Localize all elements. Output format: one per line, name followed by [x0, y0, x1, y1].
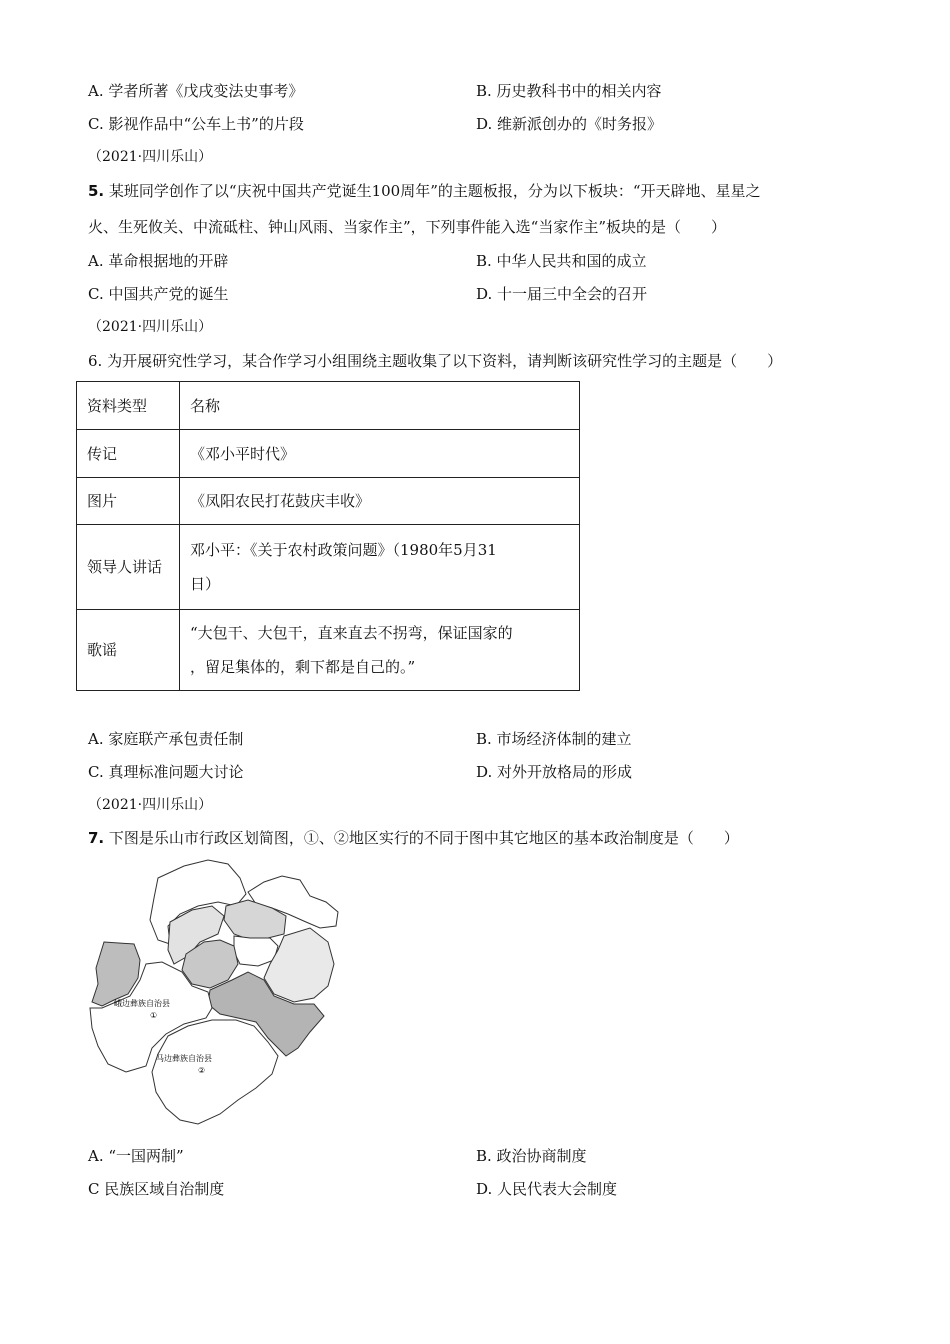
q4-option-a[interactable]: A. 学者所著《戊戌变法史事考》	[88, 82, 304, 100]
q5-option-c[interactable]: C. 中国共产党的诞生	[88, 285, 229, 303]
map-marker-region1: ①	[150, 1011, 158, 1020]
q4-option-b[interactable]: B. 历史教科书中的相关内容	[476, 82, 662, 100]
table-cell-line: ，留足集体的，剩下都是自己的。”	[190, 658, 416, 676]
q6-source: （2021·四川乐山）	[88, 319, 213, 335]
table-row	[77, 525, 580, 610]
table-header-row	[77, 382, 580, 430]
q7-stem-text: 下图是乐山市行政区划简图，①、②地区实行的不同于图中其它地区的基本政治制度是（ ）	[104, 829, 739, 847]
table-row	[77, 610, 580, 691]
q7-stem	[88, 827, 739, 849]
q5-source: （2021·四川乐山）	[88, 149, 213, 165]
q5-stem-line2: 火、生死攸关、中流砥柱、钟山风雨、当家作主”，下列事件能入选“当家作主”板块的是（ ）	[88, 218, 727, 236]
q7-number: 7.	[88, 829, 105, 847]
q6-stem: 6. 为开展研究性学习，某合作学习小组围绕主题收集了以下资料，请判断该研究性学习的主题是（ ）	[88, 352, 783, 370]
table-cell-name: 《凤阳农民打花鼓庆丰收》	[180, 478, 580, 525]
table-cell-type: 传记	[77, 430, 180, 478]
table-cell-type: 图片	[77, 478, 180, 525]
q7-option-c[interactable]: C 民族区域自治制度	[88, 1180, 225, 1198]
q5-number: 5.	[88, 182, 105, 200]
q5-option-a[interactable]: A. 革命根据地的开辟	[88, 252, 229, 270]
table-cell-type: 歌谣	[77, 610, 180, 691]
leshan-admin-map	[88, 856, 346, 1128]
table-cell-type: 领导人讲话	[77, 525, 180, 610]
table-cell-name	[180, 525, 580, 610]
table-row	[77, 430, 580, 478]
q7-source: （2021·四川乐山）	[88, 797, 213, 813]
map-label-region1: 峨边彝族自治县	[114, 999, 170, 1008]
table-header-type: 资料类型	[77, 382, 180, 430]
q6-option-c[interactable]: C. 真理标准问题大讨论	[88, 763, 244, 781]
q5-stem-line1	[88, 180, 761, 202]
map-marker-region2: ②	[198, 1066, 206, 1075]
q6-option-d[interactable]: D. 对外开放格局的形成	[476, 763, 633, 781]
map-label-region2: 马边彝族自治县	[156, 1054, 212, 1063]
q4-option-c[interactable]: C. 影视作品中“公车上书”的片段	[88, 115, 304, 133]
table-header-name: 名称	[180, 382, 580, 430]
q5-option-b[interactable]: B. 中华人民共和国的成立	[476, 252, 647, 270]
table-cell-line: “大包干、大包干，直来直去不拐弯，保证国家的	[190, 624, 513, 642]
table-row	[77, 478, 580, 525]
table-cell-line: 邓小平：《关于农村政策问题》（1980年5月31	[190, 541, 497, 559]
table-cell-name	[180, 610, 580, 691]
q7-option-a[interactable]: A. “一国两制”	[88, 1147, 184, 1165]
q6-option-a[interactable]: A. 家庭联产承包责任制	[88, 730, 244, 748]
q5-option-d[interactable]: D. 十一届三中全会的召开	[476, 285, 648, 303]
table-cell-line: 日）	[190, 575, 221, 593]
q4-option-d[interactable]: D. 维新派创办的《时务报》	[476, 115, 663, 133]
q7-option-b[interactable]: B. 政治协商制度	[476, 1147, 587, 1165]
q7-option-d[interactable]: D. 人民代表大会制度	[476, 1180, 618, 1198]
table-cell-name: 《邓小平时代》	[180, 430, 580, 478]
q5-stem-text1: 某班同学创作了以“庆祝中国共产党诞生100周年”的主题板报，分为以下板块：“开天辟地、星星之	[104, 182, 761, 200]
q6-resource-table	[76, 381, 580, 691]
q6-option-b[interactable]: B. 市场经济体制的建立	[476, 730, 632, 748]
